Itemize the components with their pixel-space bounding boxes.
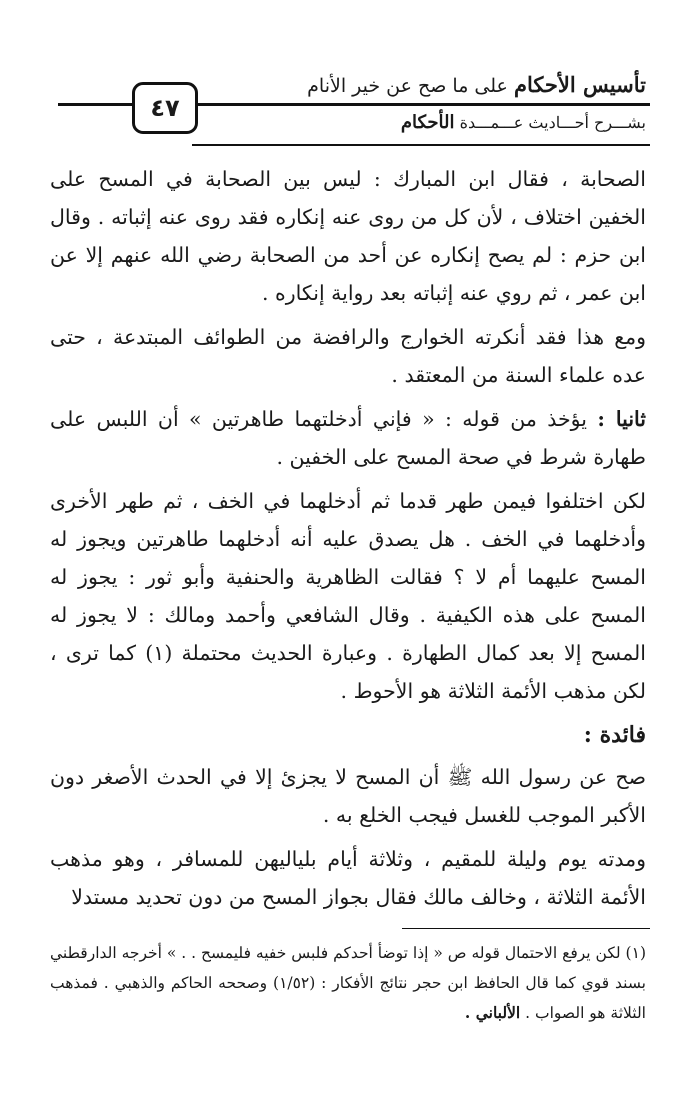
paragraph-6: ومدته يوم وليلة للمقيم ، وثلاثة أيام بلياليهن للمسافر ، وهو مذهب الأئمة الثلاثة ، وخالف مالك فقال بجواز المسح من دون تحديد مستدلا (50, 847, 646, 909)
thaniyan-text: يؤخذ من قوله : « فإني أدخلتهما طاهرتين » أن اللبس على طهارة شرط في صحة المسح على الخفين . (50, 407, 646, 469)
footnote-text: (١) لكن يرفع الاحتمال قوله ص « إذا توضأ أحدكم فلبس خفيه فليمسح . . » أخرجه الدارقطني بسند قوي كما قال الحافظ ابن حجر نتائج الأفكار : (١/٥٢) وصححه الحاكم والذهبي . فمذهب الثلاثة هو الصواب . (49, 944, 646, 1022)
footnote-signature: الألباني . (464, 1003, 521, 1022)
book-subtitle (401, 112, 646, 133)
book-subtitle-bold: الأحكام (400, 112, 455, 133)
faida-heading: فائدة : (583, 722, 646, 748)
paragraph-3 (50, 400, 646, 476)
main-text (50, 160, 646, 922)
paragraph-1: الصحابة ، فقال ابن المبارك : ليس بين الصحابة في المسح على الخفين اختلاف ، لأن كل من روى عنه إنكاره فقد روى عنه إثباته . وقال ابن حزم : لم يصح إنكاره عن أحد من الصحابة رضي الله عنهم إلا عن ابن عمر ، ثم روي عنه إثباته بعد رواية إنكاره . (50, 167, 646, 305)
footnote-rule (402, 928, 650, 929)
paragraph-2: ومع هذا فقد أنكرته الخوارج والرافضة من الطوائف المبتدعة ، حتى عده علماء السنة من المعتقد . (50, 325, 646, 387)
paragraph-5: صح عن رسول الله ﷺ أن المسح لا يجزئ إلا في الحدث الأصغر دون الأكبر الموجب للغسل فيجب الخلع به . (50, 765, 646, 827)
book-subtitle-prefix: بشـــرح أحـــاديث عـــمـــدة (454, 113, 646, 132)
paragraph-4: لكن اختلفوا فيمن طهر قدما ثم أدخلهما في الخف ، ثم طهر الأخرى وأدخلهما في الخف . هل يصدق عليه أنه أدخلهما طاهرتين ويجوز له المسح عليهما أم لا ؟ فقالت الظاهرية والحنفية وأبو ثور : يجوز له المسح على هذه الكيفية . وقال الشافعي وأحمد ومالك : لا يجوز له المسح إلا بعد كمال الطهارة . وعبارة الحديث محتملة (١) كما ترى ، لكن مذهب الأئمة الثلاثة هو الأحوط . (50, 489, 646, 703)
header-rule-bottom (192, 144, 650, 146)
page-number-badge (132, 82, 198, 134)
footnote (50, 938, 646, 1028)
book-title (307, 72, 646, 97)
book-title-main: تأسيس الأحكام (513, 72, 646, 97)
thaniyan-label: ثانيا : (597, 407, 646, 431)
page-number: ٤٧ (150, 94, 180, 122)
book-title-rest: على ما صح عن خير الأنام (307, 75, 514, 97)
